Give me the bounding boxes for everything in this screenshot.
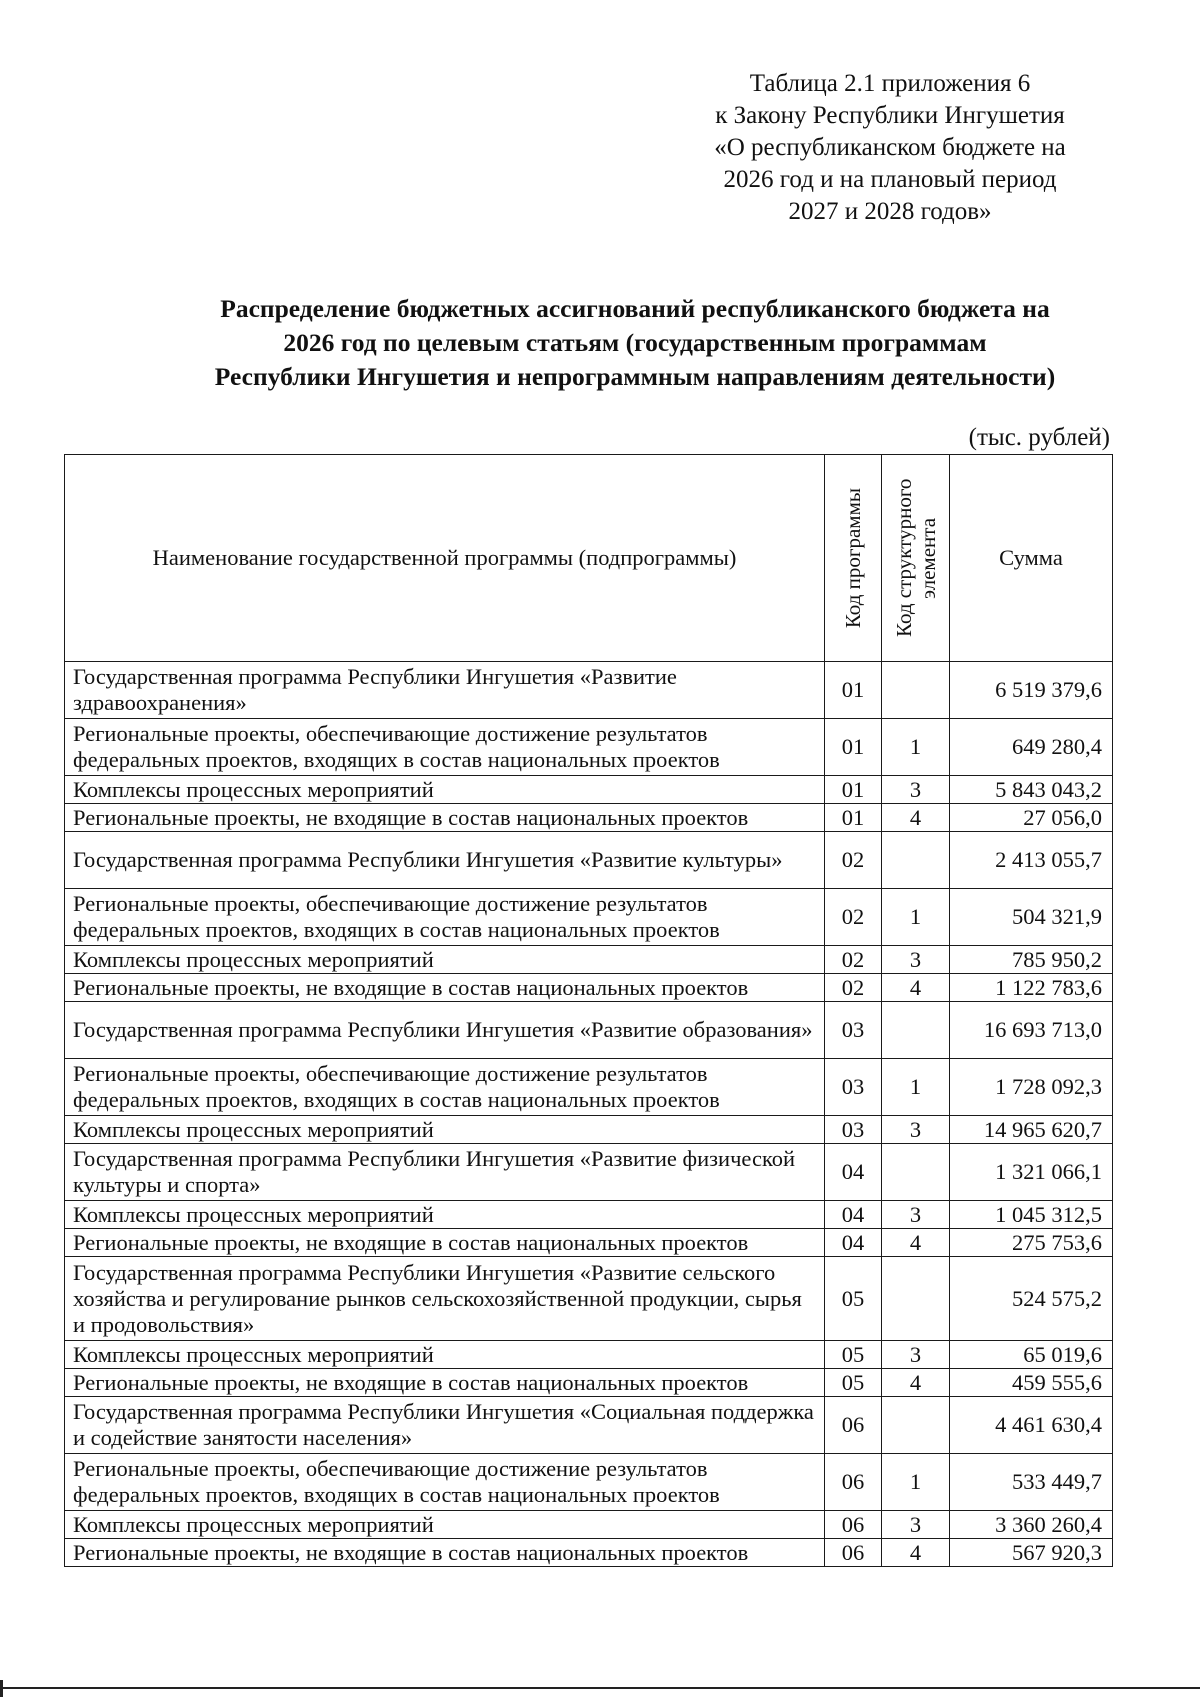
row-amount-cell: 504 321,9	[950, 889, 1113, 946]
row-element-code-cell: 3	[882, 1116, 950, 1144]
row-amount-cell: 1 122 783,6	[950, 974, 1113, 1002]
row-name-cell: Региональные проекты, обеспечивающие достижение результатов федеральных проектов, входящих в состав национальных проектов	[65, 889, 825, 946]
appendix-reference	[660, 68, 1120, 228]
row-element-code-cell: 4	[882, 1369, 950, 1397]
table-header-row	[65, 455, 1113, 662]
table-row	[65, 1257, 1113, 1341]
row-amount-cell: 14 965 620,7	[950, 1116, 1113, 1144]
table-row	[65, 1144, 1113, 1201]
units-label: (тыс. рублей)	[968, 424, 1110, 451]
budget-table	[64, 454, 1113, 1567]
row-program-code-cell: 01	[825, 719, 882, 776]
row-amount-cell: 65 019,6	[950, 1341, 1113, 1369]
row-program-code-cell: 05	[825, 1257, 882, 1341]
row-name-cell: Государственная программа Республики Ингушетия «Социальная поддержка и содействие занятости населения»	[65, 1397, 825, 1454]
row-program-code-cell: 03	[825, 1002, 882, 1059]
row-element-code-cell	[882, 1002, 950, 1059]
row-program-code-cell: 06	[825, 1539, 882, 1567]
row-name-cell: Государственная программа Республики Ингушетия «Развитие культуры»	[65, 832, 825, 889]
table-row	[65, 1341, 1113, 1369]
row-program-code-cell: 01	[825, 776, 882, 804]
table-row	[65, 889, 1113, 946]
table-row	[65, 1397, 1113, 1454]
row-name-cell: Комплексы процессных мероприятий	[65, 946, 825, 974]
row-amount-cell: 1 321 066,1	[950, 1144, 1113, 1201]
row-name-cell: Государственная программа Республики Ингушетия «Развитие физической культуры и спорта»	[65, 1144, 825, 1201]
row-name-cell: Комплексы процессных мероприятий	[65, 1511, 825, 1539]
row-program-code-cell: 06	[825, 1511, 882, 1539]
table-row	[65, 719, 1113, 776]
row-element-code-cell: 1	[882, 1059, 950, 1116]
table-row	[65, 1002, 1113, 1059]
row-element-code-cell	[882, 832, 950, 889]
row-program-code-cell: 05	[825, 1369, 882, 1397]
table-row	[65, 1369, 1113, 1397]
row-program-code-cell: 03	[825, 1116, 882, 1144]
row-name-cell: Комплексы процессных мероприятий	[65, 776, 825, 804]
row-amount-cell: 5 843 043,2	[950, 776, 1113, 804]
appendix-line: 2026 год и на плановый период	[723, 166, 1057, 193]
title-line: Республики Ингушетия и непрограммным направлениям деятельности)	[214, 362, 1056, 391]
row-program-code-cell: 04	[825, 1201, 882, 1229]
row-element-code-cell: 1	[882, 719, 950, 776]
row-program-code-cell: 02	[825, 889, 882, 946]
table-body	[65, 662, 1113, 1567]
row-amount-cell: 785 950,2	[950, 946, 1113, 974]
row-element-code-cell: 4	[882, 1229, 950, 1257]
row-element-code-cell	[882, 1257, 950, 1341]
row-program-code-cell: 06	[825, 1454, 882, 1511]
appendix-line: к Закону Республики Ингушетия	[715, 102, 1065, 129]
document-title	[150, 292, 1120, 394]
table-row	[65, 946, 1113, 974]
row-name-cell: Региональные проекты, не входящие в состав национальных проектов	[65, 804, 825, 832]
table-row	[65, 662, 1113, 719]
row-element-code-cell: 4	[882, 1539, 950, 1567]
row-element-code-cell: 3	[882, 946, 950, 974]
row-amount-cell: 459 555,6	[950, 1369, 1113, 1397]
column-header-element-code	[882, 455, 950, 662]
table-row	[65, 1201, 1113, 1229]
row-program-code-cell: 04	[825, 1144, 882, 1201]
row-name-cell: Комплексы процессных мероприятий	[65, 1341, 825, 1369]
column-header-name: Наименование государственной программы (подпрограммы)	[65, 455, 825, 662]
page-edge-line	[0, 1687, 1200, 1689]
column-header-program-code	[825, 455, 882, 662]
row-name-cell: Государственная программа Республики Ингушетия «Развитие образования»	[65, 1002, 825, 1059]
row-program-code-cell: 01	[825, 804, 882, 832]
row-amount-cell: 275 753,6	[950, 1229, 1113, 1257]
row-element-code-cell: 3	[882, 1341, 950, 1369]
row-program-code-cell: 03	[825, 1059, 882, 1116]
element-code-header-text: Код структурного элемента	[891, 478, 940, 638]
table-row	[65, 1454, 1113, 1511]
row-name-cell: Государственная программа Республики Ингушетия «Развитие здравоохранения»	[65, 662, 825, 719]
column-header-amount: Сумма	[950, 455, 1113, 662]
table-row	[65, 974, 1113, 1002]
title-line: 2026 год по целевым статьям (государственным программам	[283, 328, 987, 357]
row-program-code-cell: 04	[825, 1229, 882, 1257]
table-row	[65, 832, 1113, 889]
row-element-code-cell: 4	[882, 974, 950, 1002]
program-code-header-text: Код программы	[841, 487, 865, 629]
row-name-cell: Государственная программа Республики Ингушетия «Развитие сельского хозяйства и регулирование рынков сельскохозяйственной продукции, сырья и продовольствия»	[65, 1257, 825, 1341]
row-program-code-cell: 06	[825, 1397, 882, 1454]
row-amount-cell: 567 920,3	[950, 1539, 1113, 1567]
appendix-line: 2027 и 2028 годов»	[788, 198, 992, 225]
row-element-code-cell	[882, 1144, 950, 1201]
row-amount-cell: 533 449,7	[950, 1454, 1113, 1511]
row-program-code-cell: 02	[825, 946, 882, 974]
row-name-cell: Региональные проекты, не входящие в состав национальных проектов	[65, 1539, 825, 1567]
table-row	[65, 776, 1113, 804]
row-element-code-cell: 3	[882, 776, 950, 804]
row-name-cell: Комплексы процессных мероприятий	[65, 1116, 825, 1144]
row-amount-cell: 16 693 713,0	[950, 1002, 1113, 1059]
row-amount-cell: 2 413 055,7	[950, 832, 1113, 889]
row-amount-cell: 1 728 092,3	[950, 1059, 1113, 1116]
row-amount-cell: 6 519 379,6	[950, 662, 1113, 719]
table-row	[65, 1059, 1113, 1116]
row-amount-cell: 649 280,4	[950, 719, 1113, 776]
page-edge-tick	[0, 1680, 3, 1697]
row-name-cell: Региональные проекты, не входящие в состав национальных проектов	[65, 974, 825, 1002]
table-row	[65, 1511, 1113, 1539]
row-element-code-cell: 4	[882, 804, 950, 832]
table-row	[65, 804, 1113, 832]
row-amount-cell: 4 461 630,4	[950, 1397, 1113, 1454]
table-row	[65, 1229, 1113, 1257]
row-amount-cell: 3 360 260,4	[950, 1511, 1113, 1539]
row-element-code-cell	[882, 1397, 950, 1454]
row-element-code-cell: 3	[882, 1511, 950, 1539]
row-name-cell: Комплексы процессных мероприятий	[65, 1201, 825, 1229]
title-line: Распределение бюджетных ассигнований республиканского бюджета на	[220, 294, 1050, 323]
row-element-code-cell: 3	[882, 1201, 950, 1229]
row-element-code-cell: 1	[882, 889, 950, 946]
row-program-code-cell: 01	[825, 662, 882, 719]
appendix-line: Таблица 2.1 приложения 6	[749, 70, 1031, 97]
appendix-line: «О республиканском бюджете на	[714, 134, 1066, 161]
row-name-cell: Региональные проекты, не входящие в состав национальных проектов	[65, 1229, 825, 1257]
table-row	[65, 1539, 1113, 1567]
row-name-cell: Региональные проекты, обеспечивающие достижение результатов федеральных проектов, входящих в состав национальных проектов	[65, 1454, 825, 1511]
row-name-cell: Региональные проекты, обеспечивающие достижение результатов федеральных проектов, входящих в состав национальных проектов	[65, 1059, 825, 1116]
row-program-code-cell: 05	[825, 1341, 882, 1369]
row-amount-cell: 524 575,2	[950, 1257, 1113, 1341]
row-element-code-cell: 1	[882, 1454, 950, 1511]
row-program-code-cell: 02	[825, 974, 882, 1002]
row-amount-cell: 27 056,0	[950, 804, 1113, 832]
row-element-code-cell	[882, 662, 950, 719]
row-name-cell: Региональные проекты, не входящие в состав национальных проектов	[65, 1369, 825, 1397]
row-program-code-cell: 02	[825, 832, 882, 889]
row-name-cell: Региональные проекты, обеспечивающие достижение результатов федеральных проектов, входящих в состав национальных проектов	[65, 719, 825, 776]
row-amount-cell: 1 045 312,5	[950, 1201, 1113, 1229]
table-row	[65, 1116, 1113, 1144]
